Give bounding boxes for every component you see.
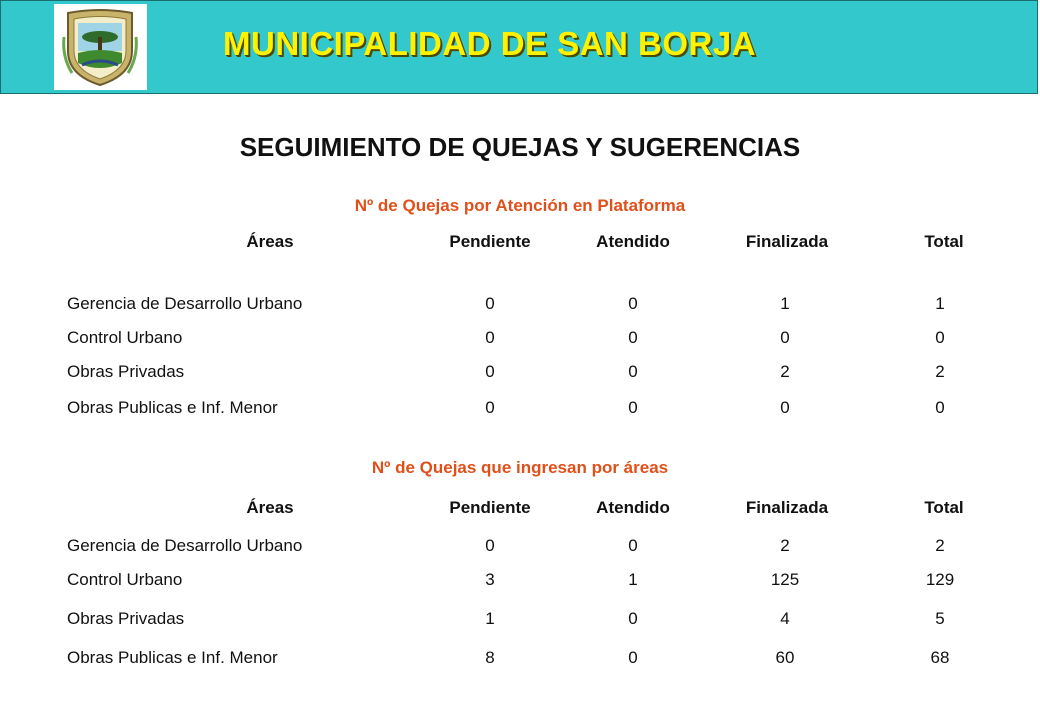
col-header-atendido: Atendido [596, 232, 670, 251]
municipality-title: MUNICIPALIDAD DE SAN BORJA [223, 25, 757, 62]
row-area: Control Urbano [67, 328, 183, 347]
row-total: 0 [935, 398, 945, 417]
row-finalizada: 0 [780, 398, 790, 417]
col-header-atendido: Atendido [596, 498, 670, 517]
col-header-pendiente: Pendiente [449, 232, 531, 251]
row-pendiente: 8 [485, 648, 495, 667]
col-header-total: Total [924, 498, 964, 517]
col-header-total: Total [924, 232, 964, 251]
municipal-crest-logo [54, 4, 147, 90]
row-finalizada: 125 [770, 570, 800, 589]
row-total: 129 [925, 570, 955, 589]
row-finalizada: 2 [780, 362, 790, 381]
row-atendido: 0 [628, 536, 638, 555]
row-pendiente: 1 [485, 609, 495, 628]
table2-title: Nº de Quejas que ingresan por áreas [371, 458, 669, 477]
col-header-pendiente: Pendiente [449, 498, 531, 517]
row-total: 1 [935, 294, 945, 313]
col-header-finalizada: Finalizada [745, 498, 829, 517]
row-total: 2 [935, 362, 945, 381]
row-area: Gerencia de Desarrollo Urbano [67, 536, 303, 555]
row-atendido: 0 [628, 609, 638, 628]
col-header-finalizada: Finalizada [745, 232, 829, 251]
row-atendido: 0 [628, 648, 638, 667]
row-finalizada: 2 [780, 536, 790, 555]
row-finalizada: 1 [780, 294, 790, 313]
row-atendido: 0 [628, 398, 638, 417]
row-pendiente: 3 [485, 570, 495, 589]
col-header-areas: Áreas [246, 232, 294, 251]
row-atendido: 0 [628, 294, 638, 313]
row-area: Obras Publicas e Inf. Menor [67, 398, 278, 417]
table1-title: Nº de Quejas por Atención en Plataforma [354, 196, 686, 215]
crest-icon [60, 7, 140, 87]
row-area: Gerencia de Desarrollo Urbano [67, 294, 303, 313]
col-header-areas: Áreas [246, 498, 294, 517]
row-atendido: 0 [628, 328, 638, 347]
row-area: Obras Privadas [67, 362, 185, 381]
row-pendiente: 0 [485, 398, 495, 417]
row-finalizada: 4 [780, 609, 790, 628]
row-total: 5 [935, 609, 945, 628]
row-pendiente: 0 [485, 328, 495, 347]
row-finalizada: 0 [780, 328, 790, 347]
row-pendiente: 0 [485, 362, 495, 381]
row-atendido: 0 [628, 362, 638, 381]
row-total: 0 [935, 328, 945, 347]
row-total: 2 [935, 536, 945, 555]
row-area: Obras Privadas [67, 609, 185, 628]
row-pendiente: 0 [485, 294, 495, 313]
row-total: 68 [930, 648, 950, 667]
row-atendido: 1 [628, 570, 638, 589]
row-area: Control Urbano [67, 570, 183, 589]
row-finalizada: 60 [775, 648, 795, 667]
page-title: SEGUIMIENTO DE QUEJAS Y SUGERENCIAS [239, 132, 801, 162]
row-area: Obras Publicas e Inf. Menor [67, 648, 278, 667]
row-pendiente: 0 [485, 536, 495, 555]
header-bar [0, 0, 1038, 94]
